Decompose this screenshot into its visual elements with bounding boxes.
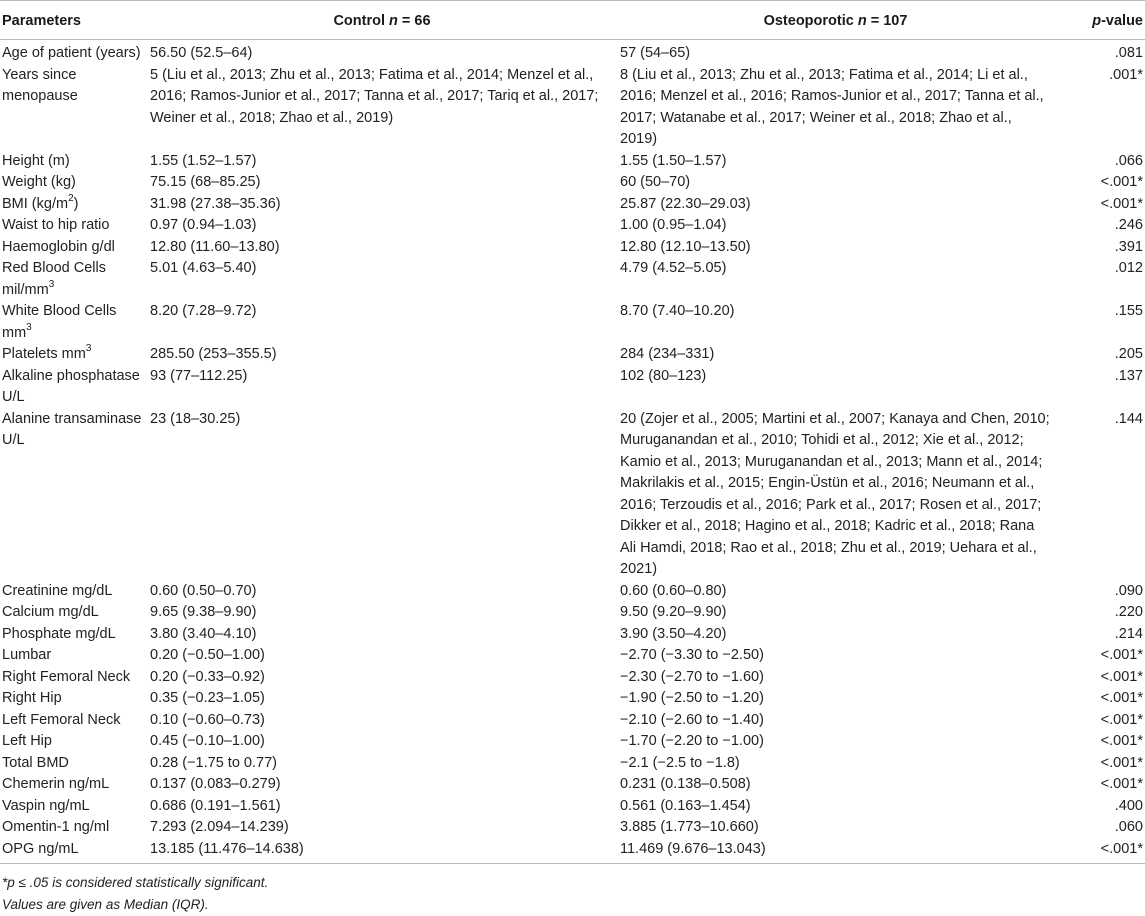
parameter-cell	[0, 839, 148, 864]
parameter-cell	[0, 796, 148, 818]
table-row	[0, 344, 1145, 366]
header-control-suffix: = 66	[397, 13, 431, 29]
osteoporotic-value-cell: −1.90 (−2.50 to −1.20)	[620, 690, 764, 706]
parameter-superscript: 3	[26, 321, 32, 333]
osteoporotic-value-cell: 0.60 (0.60–0.80)	[620, 582, 727, 599]
parameter-label: Right Hip	[2, 690, 62, 706]
control-value-cell: 0.35 (−0.23–1.05)	[150, 690, 265, 706]
control-value-cell: 31.98 (27.38–35.36)	[150, 195, 281, 212]
table-row	[0, 65, 1145, 151]
table-row	[0, 40, 1145, 65]
table-footnotes	[0, 864, 1145, 916]
table-row	[0, 624, 1145, 646]
osteoporotic-value-cell: 11.469 (9.676–13.043)	[618, 839, 1055, 864]
control-value-cell: 0.97 (0.94–1.03)	[150, 217, 257, 233]
control-value-cell: 3.80 (3.40–4.10)	[150, 625, 257, 642]
p-value-cell: <.001*	[1100, 711, 1143, 728]
control-value-cell: 285.50 (253–355.5)	[150, 346, 277, 362]
header-row	[0, 1, 1145, 40]
parameter-label: Years since menopause	[2, 66, 78, 104]
osteoporotic-value-cell: 0.231 (0.138–0.508)	[620, 776, 751, 792]
osteoporotic-value-cell: 0.561 (0.163–1.454)	[620, 797, 751, 814]
table-row	[0, 366, 1145, 409]
parameter-label: Omentin-1 ng/ml	[2, 819, 110, 835]
osteoporotic-value-cell: 1.55 (1.50–1.57)	[620, 152, 727, 169]
parameter-cell	[0, 366, 148, 409]
parameter-label: Age of patient (years)	[2, 45, 141, 61]
parameter-cell	[0, 774, 148, 796]
table-row	[0, 301, 1145, 344]
control-value-cell: 7.293 (2.094–14.239)	[150, 819, 289, 835]
table-row	[0, 602, 1145, 624]
osteoporotic-value-cell: 284 (234–331)	[620, 346, 715, 362]
parameter-label: Left Femoral Neck	[2, 711, 121, 728]
parameter-cell	[0, 581, 148, 603]
table-row	[0, 731, 1145, 753]
table-body	[0, 40, 1145, 864]
table-row	[0, 409, 1145, 581]
control-value-cell: 0.137 (0.083–0.279)	[150, 776, 281, 792]
osteoporotic-value-cell: 20 (Zojer et al., 2005; Martini et al., 2007; Kanaya and Chen, 2010; Muruganandan et al., 2010; Tohidi et al., 2012; Xie et al., 2012; Kamio et al., 2013; Muruganandan et al., 2013; Mann et al., 2014; Makrilakis et al., 2015; Engin-Üstün et al., 2016; Neumann et al., 2016; Terzoudis et al., 2016; Park et al., 2017; Rosen et al., 2017; Dikker et al., 2018; Hagino et al., 2018; Kadric et al., 2018; Rana Ali Hamdi, 2018; Rao et al., 2018; Zhu et al., 2019; Uehara et al., 2021)	[620, 410, 1050, 577]
osteoporotic-value-cell: 9.50 (9.20–9.90)	[620, 604, 727, 620]
table-row	[0, 237, 1145, 259]
parameter-cell	[0, 215, 148, 237]
control-value-cell: 0.686 (0.191–1.561)	[150, 797, 281, 814]
parameter-cell	[0, 344, 148, 366]
table-row	[0, 753, 1145, 775]
table-row	[0, 581, 1145, 603]
control-value-cell: 1.55 (1.52–1.57)	[150, 152, 257, 169]
parameter-label: Height (m)	[2, 152, 70, 169]
control-value-cell: 75.15 (68–85.25)	[150, 174, 261, 190]
parameter-label: BMI (kg/m	[2, 195, 69, 212]
control-value-cell: 0.28 (−1.75 to 0.77)	[150, 754, 277, 771]
parameter-cell	[0, 65, 148, 151]
parameter-cell	[0, 301, 148, 344]
osteoporotic-value-cell: 60 (50–70)	[620, 174, 691, 190]
table-row	[0, 667, 1145, 689]
control-value-cell: 93 (77–112.25)	[150, 367, 248, 384]
control-value-cell: 8.20 (7.28–9.72)	[150, 303, 257, 319]
parameter-superscript: 2	[68, 192, 74, 204]
control-value-cell: 0.20 (−0.33–0.92)	[150, 668, 265, 685]
control-value-cell: 0.60 (0.50–0.70)	[150, 582, 257, 599]
parameter-cell	[0, 258, 148, 301]
p-value-cell: <.001*	[1100, 174, 1143, 190]
parameter-label: Vaspin ng/mL	[2, 797, 90, 814]
table-row	[0, 645, 1145, 667]
header-parameters: Parameters	[0, 1, 148, 40]
table-row	[0, 817, 1145, 839]
p-value-cell: .391	[1114, 238, 1143, 255]
osteoporotic-value-cell: 4.79 (4.52–5.05)	[620, 260, 727, 276]
control-value-cell: 0.45 (−0.10–1.00)	[150, 733, 265, 749]
parameter-cell	[0, 151, 148, 173]
osteoporotic-value-cell: 102 (80–123)	[620, 367, 707, 384]
p-value-cell: .400	[1114, 797, 1143, 814]
p-value-cell: <.001*	[1100, 690, 1143, 706]
p-value-cell: .060	[1114, 819, 1143, 835]
header-p-suffix: -value	[1101, 13, 1143, 29]
table-row	[0, 151, 1145, 173]
parameter-cell	[0, 710, 148, 732]
control-value-cell: 13.185 (11.476–14.638)	[148, 839, 618, 864]
table-row	[0, 194, 1145, 216]
header-control-n: n	[389, 13, 398, 29]
osteoporotic-value-cell: 1.00 (0.95–1.04)	[620, 217, 727, 233]
parameter-cell	[0, 688, 148, 710]
p-value-cell: .012	[1114, 260, 1143, 276]
parameter-label: Left Hip	[2, 733, 52, 749]
parameter-cell	[0, 645, 148, 667]
parameter-label: White Blood Cells mm	[2, 303, 117, 341]
control-value-cell: 5 (Liu et al., 2013; Zhu et al., 2013; Fatima et al., 2014; Menzel et al., 2016; Ramos-Junior et al., 2017; Tanna et al., 2017; Tariq et al., 2017; Weiner et al., 2018; Zhao et al., 2019)	[150, 66, 599, 126]
table-row	[0, 796, 1145, 818]
p-value-cell: .001*	[1109, 66, 1143, 83]
parameter-label: Alkaline phosphatase U/L	[2, 367, 140, 405]
p-value-cell: <.001*	[1100, 754, 1143, 771]
parameter-label: Chemerin ng/mL	[2, 776, 110, 792]
p-value-cell: .155	[1114, 303, 1143, 319]
osteoporotic-value-cell: −2.70 (−3.30 to −2.50)	[620, 647, 764, 663]
header-osteo-n: n	[857, 13, 867, 29]
parameter-label: Creatinine mg/dL	[2, 582, 113, 599]
osteoporotic-value-cell: 3.90 (3.50–4.20)	[620, 625, 727, 642]
p-value-cell: .090	[1114, 582, 1143, 599]
p-value-cell: .214	[1114, 625, 1143, 642]
p-value-cell: <.001*	[1100, 647, 1143, 663]
p-value-cell: <.001*	[1100, 733, 1143, 749]
parameter-label: Phosphate mg/dL	[2, 625, 116, 642]
p-value-cell: .220	[1114, 604, 1143, 620]
header-osteoporotic	[618, 1, 1055, 40]
parameter-superscript: 3	[85, 343, 92, 355]
p-value-cell: .205	[1114, 346, 1143, 362]
header-p-italic: p	[1092, 13, 1102, 29]
parameter-label: Haemoglobin g/dl	[2, 238, 115, 255]
parameter-superscript: 3	[48, 278, 55, 290]
control-value-cell: 0.10 (−0.60–0.73)	[150, 711, 265, 728]
table-row	[0, 710, 1145, 732]
p-value-cell: .066	[1114, 152, 1143, 169]
p-value-cell: .144	[1114, 410, 1143, 427]
parameter-cell	[0, 237, 148, 259]
table-row	[0, 215, 1145, 237]
header-control	[148, 1, 618, 40]
p-value-cell: .246	[1114, 217, 1143, 233]
parameter-cell	[0, 602, 148, 624]
osteoporotic-value-cell: 8 (Liu et al., 2013; Zhu et al., 2013; Fatima et al., 2014; Li et al., 2016; Menzel et al., 2016; Ramos-Junior et al., 2017; Tanna et al., 2017; Watanabe et al., 2017; Weiner et al., 2018; Zhao et al., 2019)	[620, 66, 1044, 147]
p-value-cell: <.001*	[1100, 668, 1143, 685]
parameter-cell	[0, 817, 148, 839]
osteoporotic-value-cell: 8.70 (7.40–10.20)	[620, 303, 735, 319]
table-row	[0, 774, 1145, 796]
control-value-cell: 5.01 (4.63–5.40)	[150, 260, 257, 276]
parameter-label: Lumbar	[2, 647, 52, 663]
osteoporotic-value-cell: 12.80 (12.10–13.50)	[620, 238, 751, 255]
p-value-cell: .137	[1114, 367, 1143, 384]
osteoporotic-value-cell: 25.87 (22.30–29.03)	[620, 195, 751, 212]
parameter-label: OPG ng/mL	[2, 840, 79, 857]
control-value-cell: 56.50 (52.5–64)	[150, 45, 253, 61]
osteoporotic-value-cell: −1.70 (−2.20 to −1.00)	[620, 733, 764, 749]
control-value-cell: 0.20 (−0.50–1.00)	[150, 647, 265, 663]
osteoporotic-value-cell: 57 (54–65)	[620, 45, 691, 61]
parameter-label: Alanine transaminase U/L	[2, 410, 142, 448]
header-control-prefix: Control	[333, 13, 390, 29]
control-value-cell: 12.80 (11.60–13.80)	[150, 238, 280, 255]
osteoporotic-value-cell: −2.30 (−2.70 to −1.60)	[620, 668, 764, 685]
osteoporotic-value-cell: 3.885 (1.773–10.660)	[620, 819, 759, 835]
footnote: *p ≤ .05 is considered statistically significant.	[2, 875, 269, 890]
parameter-cell	[0, 194, 148, 216]
header-osteo-prefix: Osteoporotic	[763, 13, 858, 29]
header-p-value	[1055, 1, 1145, 40]
parameter-cell	[0, 667, 148, 689]
parameter-label: Weight (kg)	[2, 174, 76, 190]
parameter-label-suffix: )	[73, 195, 79, 212]
parameter-cell	[0, 753, 148, 775]
p-value-cell: <.001*	[1055, 839, 1145, 864]
parameter-label: Red Blood Cells mil/mm	[2, 260, 106, 298]
footnote: Values are given as Median (IQR).	[2, 897, 209, 912]
parameter-label: Calcium mg/dL	[2, 604, 99, 620]
parameter-cell	[0, 624, 148, 646]
parameter-cell	[0, 40, 148, 65]
parameter-label: Platelets mm	[2, 346, 86, 362]
parameter-cell	[0, 409, 148, 581]
p-value-cell: <.001*	[1100, 776, 1143, 792]
table-row	[0, 839, 1145, 864]
parameter-cell	[0, 172, 148, 194]
osteoporotic-value-cell: −2.10 (−2.60 to −1.40)	[620, 711, 764, 728]
table-row	[0, 258, 1145, 301]
header-osteo-suffix: = 107	[866, 13, 908, 29]
p-value-cell: .081	[1114, 45, 1143, 61]
parameter-label: Right Femoral Neck	[2, 668, 131, 685]
parameter-cell	[0, 731, 148, 753]
control-value-cell: 9.65 (9.38–9.90)	[150, 604, 257, 620]
parameter-label: Waist to hip ratio	[2, 217, 110, 233]
p-value-cell: <.001*	[1100, 195, 1143, 212]
osteoporotic-value-cell: −2.1 (−2.5 to −1.8)	[620, 754, 740, 771]
parameter-label: Total BMD	[2, 754, 69, 771]
control-value-cell: 23 (18–30.25)	[150, 410, 241, 427]
table-row	[0, 688, 1145, 710]
table-row	[0, 172, 1145, 194]
